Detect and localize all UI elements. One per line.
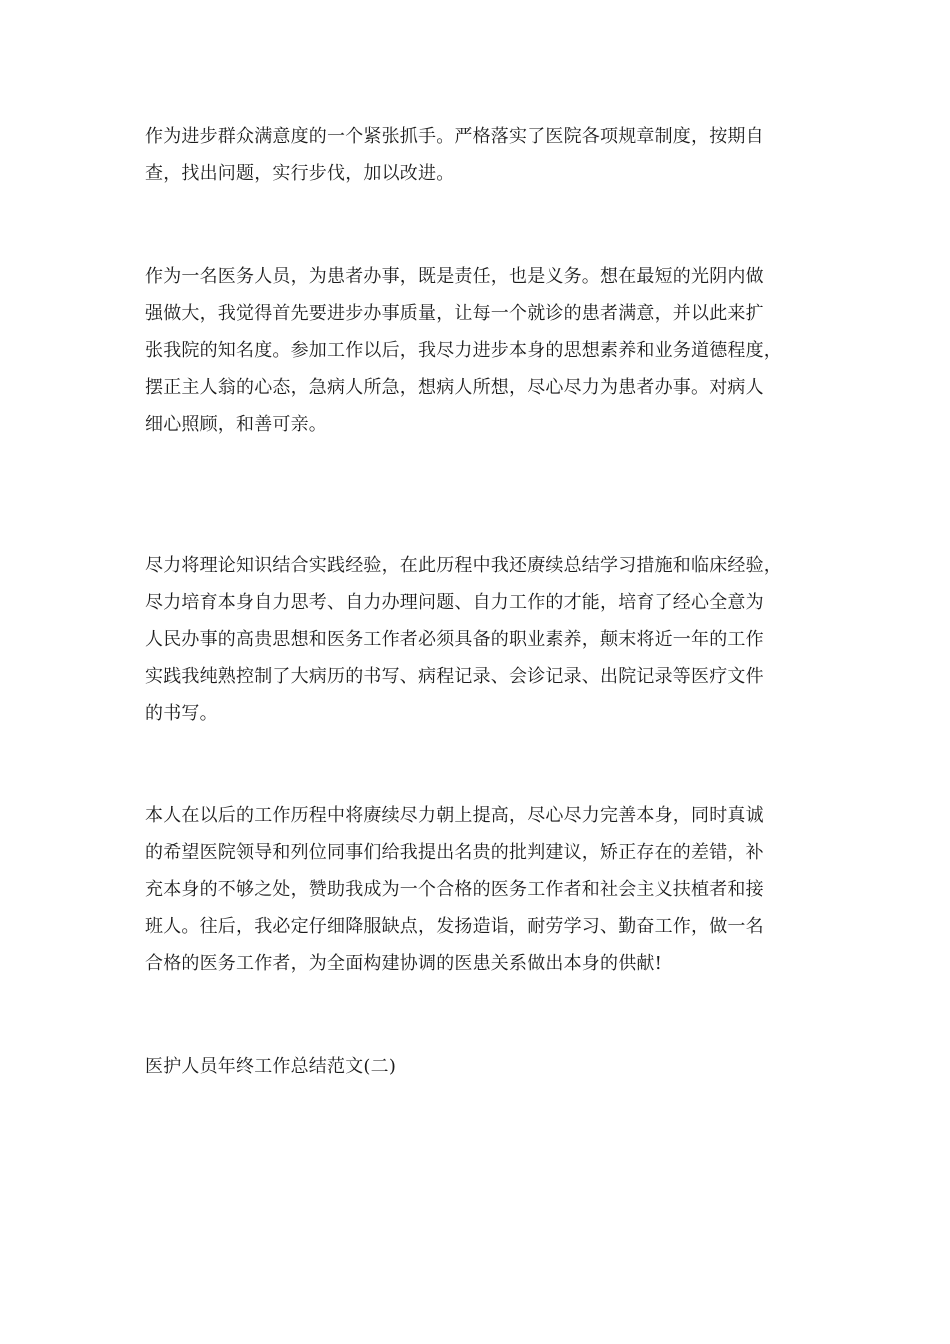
paragraph-1-line-2: 查，找出问题，实行步伐，加以改进。	[145, 163, 455, 184]
paragraph-2-line-3: 张我院的知名度。参加工作以后，我尽力进步本身的思想素养和业务道德程度，	[145, 340, 782, 361]
section-heading: 医护人员年终工作总结范文(二)	[145, 1056, 397, 1077]
paragraph-3-line-1: 尽力将理论知识结合实践经验，在此历程中我还赓续总结学习措施和临床经验，	[145, 555, 782, 576]
paragraph-1-line-1: 作为进步群众满意度的一个紧张抓手。严格落实了医院各项规章制度，按期自	[145, 126, 764, 147]
paragraph-2-line-2: 强做大，我觉得首先要进步办事质量，让每一个就诊的患者满意，并以此来扩	[145, 303, 764, 324]
paragraph-2-line-4: 摆正主人翁的心态，急病人所急，想病人所想，尽心尽力为患者办事。对病人	[145, 377, 764, 398]
paragraph-2-line-5: 细心照顾，和善可亲。	[145, 414, 327, 435]
paragraph-4-line-4: 班人。往后，我必定仔细降服缺点，发扬造诣，耐劳学习、勤奋工作，做一名	[145, 916, 764, 937]
paragraph-3-line-4: 实践我纯熟控制了大病历的书写、病程记录、会诊记录、出院记录等医疗文件	[145, 666, 764, 687]
paragraph-4-line-3: 充本身的不够之处，赞助我成为一个合格的医务工作者和社会主义扶植者和接	[145, 879, 764, 900]
paragraph-2-line-1: 作为一名医务人员，为患者办事，既是责任，也是义务。想在最短的光阴内做	[145, 266, 764, 287]
paragraph-3-line-5: 的书写。	[145, 703, 218, 724]
paragraph-4-line-1: 本人在以后的工作历程中将赓续尽力朝上提高，尽心尽力完善本身，同时真诚	[145, 805, 764, 826]
paragraph-3-line-2: 尽力培育本身自力思考、自力办理问题、自力工作的才能，培育了经心全意为	[145, 592, 764, 613]
paragraph-4-line-5: 合格的医务工作者，为全面构建协调的医患关系做出本身的供献!	[145, 953, 663, 974]
paragraph-3-line-3: 人民办事的高贵思想和医务工作者必须具备的职业素养，颠末将近一年的工作	[145, 629, 764, 650]
paragraph-4-line-2: 的希望医院领导和列位同事们给我提出名贵的批判建议，矫正存在的差错，补	[145, 842, 764, 863]
